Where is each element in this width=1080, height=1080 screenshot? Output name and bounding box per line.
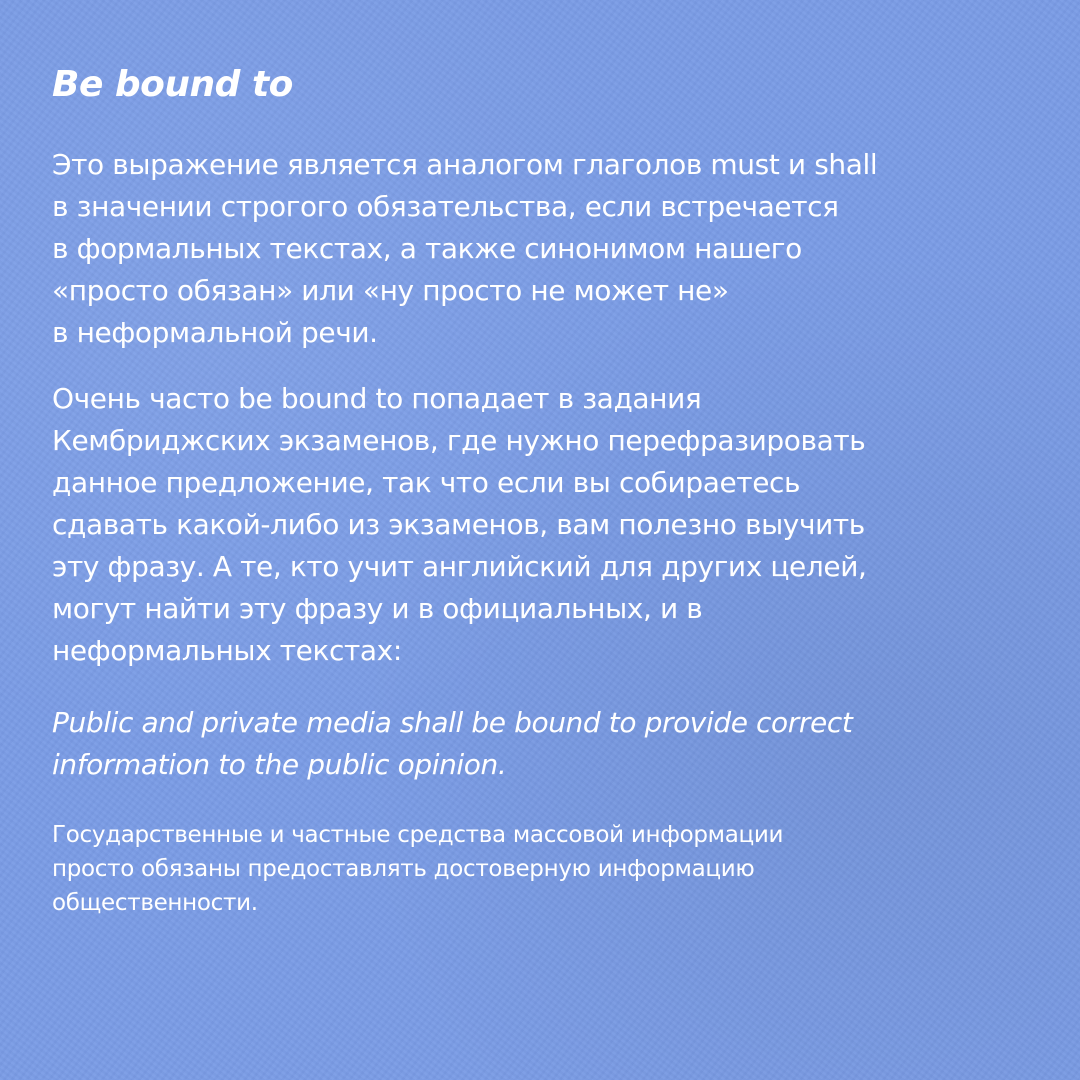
usage-paragraph: Очень часто be bound to попадает в задания Кембриджских экзаменов, где нужно перефразировать данное предложение, так что если вы собираетесь сдавать какой-либо из экзаменов, вам полезно выучить эту фразу. А те, кто учит английский для других целей, могут найти эту фразу и в официальных, и в неформальных текстах: (52, 382, 867, 667)
example-translation: Государственные и частные средства массовой информации просто обязаны предоставлять достоверную информацию общественности. (52, 822, 784, 916)
slide-content (52, 62, 1032, 916)
slide-title: Be bound to (52, 64, 293, 105)
explanation-paragraph: Это выражение является аналогом глаголов must и shall в значении строгого обязательства, если встречается в формальных текстах, а также синонимом нашего «просто обязан» или «ну просто не может не» в неформальной речи. (52, 148, 878, 349)
example-sentence: Public and private media shall be bound to provide correct information to the public opinion. (52, 706, 853, 781)
